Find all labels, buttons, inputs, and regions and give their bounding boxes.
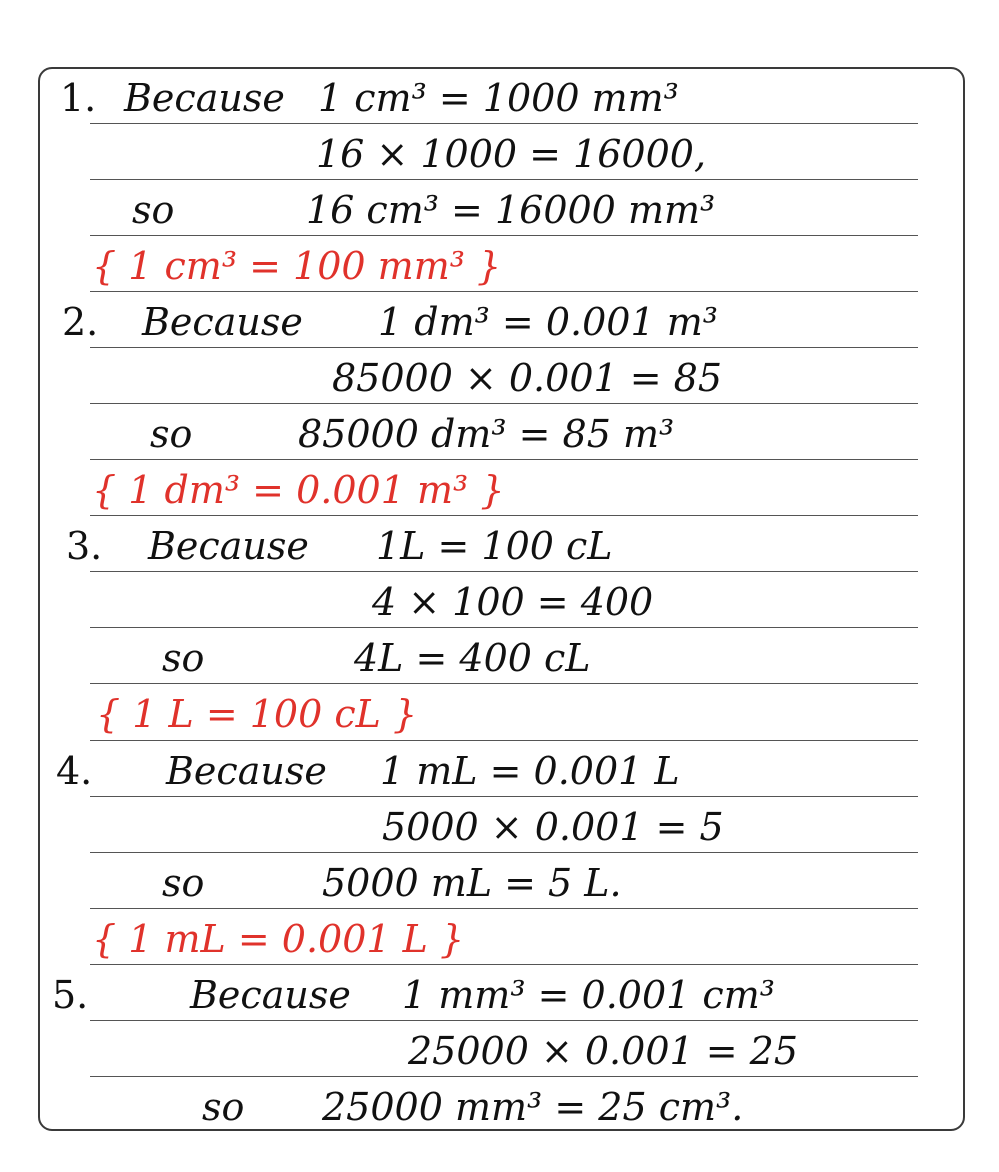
- problem-1-note-row: [0, 235, 999, 291]
- red-note: { 1 L = 100 cL }: [96, 692, 418, 736]
- problem-number: 1.: [60, 76, 97, 120]
- problem-1-relation-row: [0, 67, 999, 123]
- calculation: 85000 × 0.001 = 85: [332, 356, 723, 400]
- problem-number: 2.: [62, 300, 99, 344]
- because-label: Because: [142, 300, 303, 344]
- so-label: so: [150, 412, 193, 456]
- problem-5-calc-row: [0, 1020, 999, 1076]
- result: 16 cm³ = 16000 mm³: [306, 188, 716, 232]
- calculation: 5000 × 0.001 = 5: [382, 805, 724, 849]
- because-label: Because: [124, 76, 285, 120]
- calculation: 4 × 100 = 400: [372, 580, 654, 624]
- problem-4-calc-row: [0, 796, 999, 852]
- problem-5-result-row: [0, 1076, 999, 1132]
- red-note: { 1 mL = 0.001 L }: [92, 917, 465, 961]
- so-label: so: [202, 1085, 245, 1129]
- unit-relation: 1 mL = 0.001 L: [380, 749, 680, 793]
- problem-number: 5.: [52, 973, 89, 1017]
- because-label: Because: [148, 524, 309, 568]
- problem-3-calc-row: [0, 571, 999, 627]
- problem-2-note-row: [0, 459, 999, 515]
- calculation: 25000 × 0.001 = 25: [408, 1029, 799, 1073]
- unit-relation: 1L = 100 cL: [376, 524, 613, 568]
- because-label: Because: [166, 749, 327, 793]
- unit-relation: 1 dm³ = 0.001 m³: [378, 300, 718, 344]
- problem-3-relation-row: [0, 515, 999, 571]
- problem-number: 4.: [56, 749, 93, 793]
- calculation: 16 × 1000 = 16000,: [316, 132, 707, 176]
- result: 5000 mL = 5 L.: [322, 861, 622, 905]
- result: 25000 mm³ = 25 cm³.: [322, 1085, 744, 1129]
- unit-relation: 1 cm³ = 1000 mm³: [318, 76, 679, 120]
- problem-1-calc-row: [0, 123, 999, 179]
- problem-4-result-row: [0, 852, 999, 908]
- problem-4-relation-row: [0, 740, 999, 796]
- problem-3-note-row: [0, 683, 999, 739]
- unit-relation: 1 mm³ = 0.001 cm³: [402, 973, 775, 1017]
- problem-4-note-row: [0, 908, 999, 964]
- problem-2-result-row: [0, 403, 999, 459]
- problem-5-relation-row: [0, 964, 999, 1020]
- red-note: { 1 dm³ = 0.001 m³ }: [92, 468, 505, 512]
- red-note: { 1 cm³ = 100 mm³ }: [92, 244, 502, 288]
- problem-2-relation-row: [0, 291, 999, 347]
- problem-number: 3.: [66, 524, 103, 568]
- so-label: so: [162, 636, 205, 680]
- problem-2-calc-row: [0, 347, 999, 403]
- problem-1-result-row: [0, 179, 999, 235]
- so-label: so: [162, 861, 205, 905]
- so-label: so: [132, 188, 175, 232]
- problem-3-result-row: [0, 627, 999, 683]
- because-label: Because: [190, 973, 351, 1017]
- result: 4L = 400 cL: [354, 636, 591, 680]
- result: 85000 dm³ = 85 m³: [298, 412, 675, 456]
